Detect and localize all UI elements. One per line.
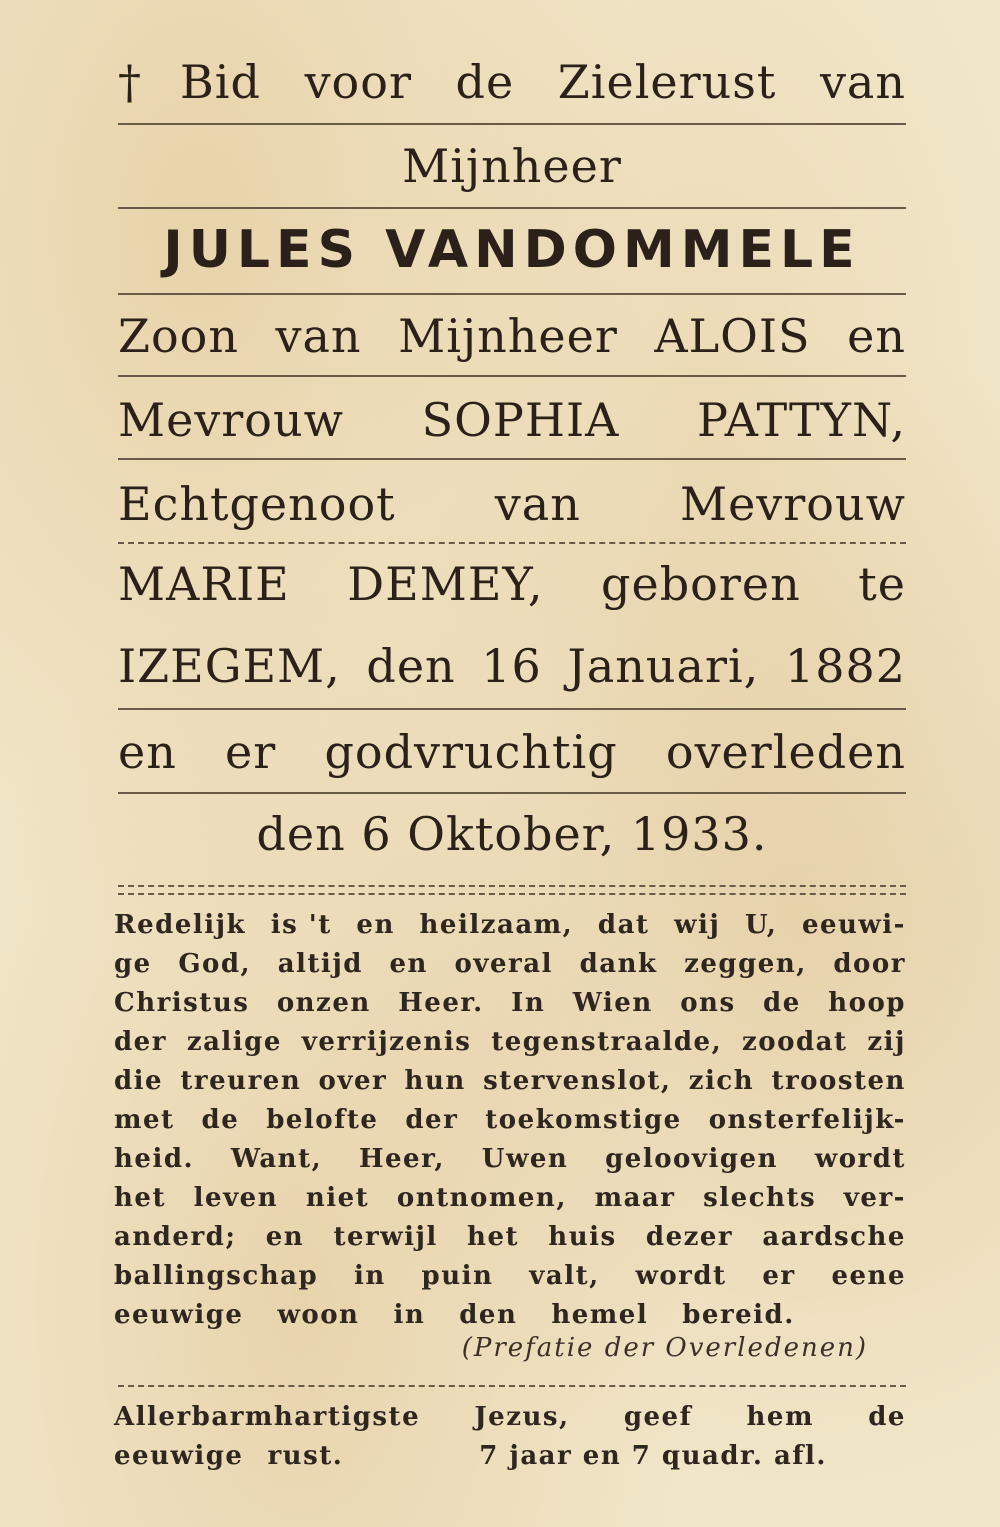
prayer-line: eeuwige woon in den hemel bereid. bbox=[114, 1300, 795, 1330]
heading-word: de bbox=[455, 55, 515, 109]
divider bbox=[118, 207, 906, 209]
prayer-line: die treuren over hun stervenslot, zich troosten bbox=[114, 1066, 906, 1096]
divider bbox=[118, 792, 906, 794]
indulgence-line: eeuwige rust. 7 jaar en 7 quadr. afl. bbox=[114, 1441, 827, 1471]
prayer-line: Christus onzen Heer. In Wien ons de hoop bbox=[114, 988, 906, 1018]
spouse-line-2: MARIE DEMEY, geboren te bbox=[118, 557, 906, 611]
indulgence-line: Allerbarmhartigste Jezus, geef hem de bbox=[114, 1402, 906, 1432]
prayer-line: heid. Want, Heer, Uwen geloovigen wordt bbox=[114, 1144, 906, 1174]
prayer-line: met de belofte der toekomstige onsterfelijk- bbox=[114, 1105, 906, 1135]
prayer-line: het leven niet ontnomen, maar slechts ver- bbox=[114, 1183, 906, 1213]
spouse-line-1: Echtgenoot van Mevrouw bbox=[118, 477, 906, 531]
prayer-source: (Prefatie der Overledenen) bbox=[461, 1333, 868, 1363]
divider bbox=[118, 542, 906, 544]
prayer-line: ge God, altijd en overal dank zeggen, door bbox=[114, 949, 906, 979]
prayer-text bbox=[114, 906, 906, 1335]
heading-word: voor bbox=[304, 55, 412, 109]
heading-line bbox=[118, 52, 906, 112]
birth-line: IZEGEM, den 16 Januari, 1882 bbox=[118, 639, 906, 693]
divider bbox=[118, 708, 906, 710]
divider bbox=[118, 1385, 906, 1387]
heading-cross-and-word: † Bid bbox=[118, 55, 261, 109]
divider bbox=[118, 293, 906, 295]
cross-icon: † bbox=[118, 55, 142, 109]
divider bbox=[118, 123, 906, 125]
parents-line-2: Mevrouw SOPHIA PATTYN, bbox=[118, 393, 906, 447]
indulgence-text bbox=[114, 1398, 906, 1476]
divider bbox=[118, 885, 906, 887]
deceased-name: JULES VANDOMMELE bbox=[163, 220, 861, 280]
prayer-line: der zalige verrijzenis tegenstraalde, zoodat zij bbox=[114, 1027, 906, 1057]
prayer-line: ballingschap in puin valt, wordt er eene bbox=[114, 1261, 906, 1291]
prayer-line: anderd; en terwijl het huis dezer aardsche bbox=[114, 1222, 906, 1252]
parents-line-1: Zoon van Mijnheer ALOIS en bbox=[118, 309, 906, 363]
heading-word: van bbox=[819, 55, 906, 109]
prayer-line: Redelijk is 't en heilzaam, dat wij U, eeuwi- bbox=[114, 910, 906, 940]
heading-word: Zielerust bbox=[557, 55, 777, 109]
title-mijnheer: Mijnheer bbox=[402, 139, 622, 193]
divider bbox=[118, 893, 906, 895]
death-line-1: en er godvruchtig overleden bbox=[118, 725, 906, 779]
divider bbox=[118, 375, 906, 377]
divider bbox=[118, 458, 906, 460]
death-line-2: den 6 Oktober, 1933. bbox=[256, 807, 768, 861]
